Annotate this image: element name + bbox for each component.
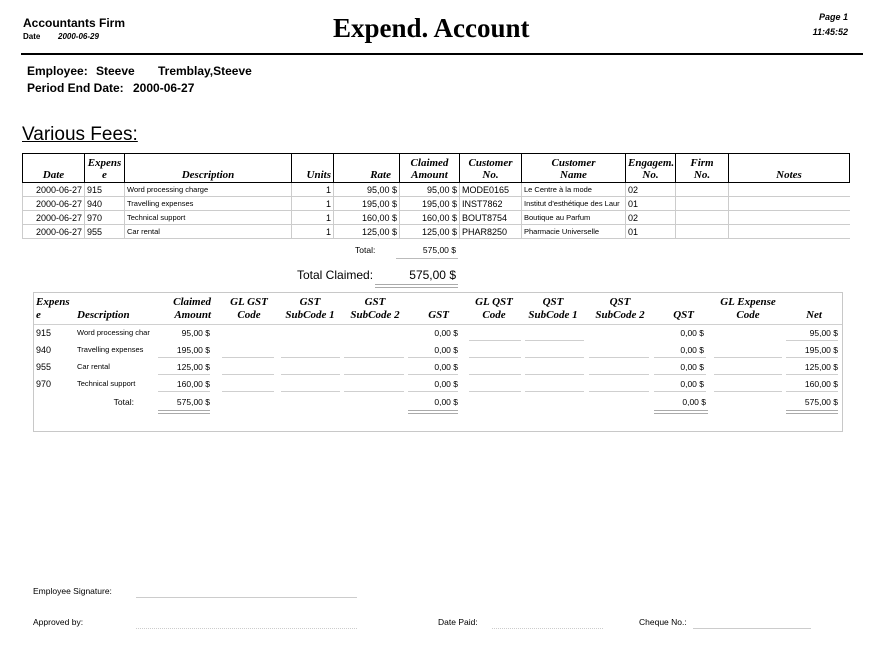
- row-customer-no: MODE0165: [460, 183, 522, 197]
- employee-signature-field[interactable]: [136, 597, 357, 598]
- period-end-value: 2000-06-27: [133, 81, 195, 95]
- gl-col-gst-subcode-2: GST SubCode 2: [350, 296, 400, 321]
- row-claimed: 195,00 $: [400, 197, 460, 211]
- gl-distribution-table: [33, 292, 843, 432]
- page-title: Expend. Account: [333, 13, 530, 43]
- approved-by-label: Approved by:: [33, 617, 84, 627]
- qst-subcode-1-field[interactable]: [525, 391, 584, 392]
- field-underline: [786, 357, 838, 358]
- total-double-underline: [654, 410, 708, 411]
- gl-expense-code-field[interactable]: [714, 391, 782, 392]
- approved-by-field[interactable]: [136, 628, 357, 629]
- period-end-label: Period End Date:: [27, 81, 124, 95]
- total-double-underline: [158, 410, 210, 411]
- qst-subcode-2-field[interactable]: [589, 374, 649, 375]
- col-claimed-amount: Claimed Amount: [400, 154, 460, 183]
- gl-row-qst: 0,00 $: [680, 379, 704, 389]
- field-underline: [786, 391, 838, 392]
- row-date: 2000-06-27: [23, 183, 85, 197]
- gl-header-divider: [34, 324, 842, 325]
- row-rate: 95,00 $: [334, 183, 400, 197]
- total-double-underline: [654, 413, 708, 414]
- fees-total-value: 575,00 $: [422, 245, 456, 255]
- row-expense: 955: [85, 225, 125, 239]
- field-underline: [408, 391, 458, 392]
- gl-qst-code-field[interactable]: [469, 374, 521, 375]
- field-underline: [408, 357, 458, 358]
- col-expense: Expens e: [85, 154, 125, 183]
- row-notes: [729, 211, 850, 225]
- gl-col-description: Description: [77, 309, 130, 321]
- row-firm-no: [676, 211, 729, 225]
- gl-row-expense: 915: [36, 328, 52, 338]
- row-units: 1: [292, 211, 334, 225]
- gl-gst-code-field[interactable]: [222, 374, 274, 375]
- row-notes: [729, 197, 850, 211]
- field-underline: [654, 374, 706, 375]
- row-date: 2000-06-27: [23, 211, 85, 225]
- row-date: 2000-06-27: [23, 197, 85, 211]
- gl-row-net: 125,00 $: [804, 362, 838, 372]
- total-double-underline: [408, 413, 458, 414]
- fees-table: [22, 153, 850, 239]
- field-underline: [786, 340, 838, 341]
- cheque-no-field[interactable]: [693, 628, 811, 629]
- total-double-underline: [786, 413, 838, 414]
- table-row: [23, 211, 850, 225]
- fees-total-label: Total:: [355, 245, 376, 255]
- gl-qst-code-field[interactable]: [469, 391, 521, 392]
- gl-row-description: Travelling expenses: [77, 345, 144, 354]
- date-paid-field[interactable]: [492, 628, 603, 629]
- qst-subcode-2-field[interactable]: [589, 357, 649, 358]
- row-units: 1: [292, 183, 334, 197]
- gl-gst-code-field[interactable]: [222, 357, 274, 358]
- gl-expense-code-field[interactable]: [714, 374, 782, 375]
- row-rate: 125,00 $: [334, 225, 400, 239]
- table-row: [23, 183, 850, 197]
- total-claimed-value: 575,00 $: [409, 268, 456, 282]
- gl-gst-code-field[interactable]: [222, 391, 274, 392]
- gst-subcode-1-field[interactable]: [281, 374, 340, 375]
- row-notes: [729, 225, 850, 239]
- gl-row-gst: 0,00 $: [434, 345, 458, 355]
- gl-expense-code-field[interactable]: [714, 357, 782, 358]
- gl-col-gst-subcode-1: GST SubCode 1: [285, 296, 335, 321]
- field-underline: [786, 374, 838, 375]
- col-units: Units: [292, 154, 334, 183]
- row-rate: 195,00 $: [334, 197, 400, 211]
- row-description: Word processing charge: [125, 183, 292, 197]
- employee-label: Employee:: [27, 64, 88, 78]
- row-expense: 940: [85, 197, 125, 211]
- row-firm-no: [676, 197, 729, 211]
- col-firm-no: Firm No.: [676, 154, 729, 183]
- field-underline: [158, 391, 210, 392]
- gl-row-net: 160,00 $: [804, 379, 838, 389]
- gl-row-gst: 0,00 $: [434, 328, 458, 338]
- row-expense: 915: [85, 183, 125, 197]
- firm-name: Accountants Firm: [23, 16, 126, 30]
- gl-col-qst-subcode-2: QST SubCode 2: [595, 296, 645, 321]
- gl-row-expense: 940: [36, 345, 52, 355]
- col-date: Date: [23, 154, 85, 183]
- cheque-no-label: Cheque No.:: [639, 617, 687, 627]
- gl-row-expense: 970: [36, 379, 52, 389]
- gst-subcode-1-field[interactable]: [281, 357, 340, 358]
- qst-subcode-1-field[interactable]: [525, 357, 584, 358]
- gl-row-claimed: 125,00 $: [176, 362, 210, 372]
- report-date-label: Date: [23, 32, 41, 41]
- gl-col-gl-gst-code: GL GST Code: [230, 296, 268, 321]
- total-claimed-underline: [375, 284, 458, 285]
- row-description: Technical support: [125, 211, 292, 225]
- gl-row-qst: 0,00 $: [680, 345, 704, 355]
- gl-row-qst: 0,00 $: [680, 362, 704, 372]
- qst-subcode-1-field[interactable]: [525, 374, 584, 375]
- gl-row-claimed: 95,00 $: [181, 328, 210, 338]
- page-number: Page 1: [818, 12, 848, 22]
- gst-subcode-2-field[interactable]: [344, 391, 404, 392]
- field-underline: [408, 374, 458, 375]
- total-double-underline: [408, 410, 458, 411]
- row-customer-no: PHAR8250: [460, 225, 522, 239]
- row-claimed: 125,00 $: [400, 225, 460, 239]
- gl-row-claimed: 160,00 $: [176, 379, 210, 389]
- qst-subcode-2-field[interactable]: [589, 391, 649, 392]
- row-customer-name: Boutique au Parfum: [522, 211, 626, 225]
- gl-col-qst-subcode-1: QST SubCode 1: [528, 296, 578, 321]
- col-description: Description: [125, 154, 292, 183]
- field-underline: [654, 391, 706, 392]
- row-units: 1: [292, 197, 334, 211]
- row-description: Travelling expenses: [125, 197, 292, 211]
- row-customer-name: Pharmacie Universelle: [522, 225, 626, 239]
- employee-first-name: Steeve: [96, 64, 135, 78]
- field-underline: [158, 357, 210, 358]
- row-description: Car rental: [125, 225, 292, 239]
- row-rate: 160,00 $: [334, 211, 400, 225]
- row-notes: [729, 183, 850, 197]
- fees-total-underline: [396, 258, 458, 259]
- row-engagement: 02: [626, 211, 676, 225]
- field-underline: [158, 374, 210, 375]
- gl-row-claimed: 195,00 $: [176, 345, 210, 355]
- row-customer-no: INST7862: [460, 197, 522, 211]
- employee-signature-label: Employee Signature:: [33, 586, 112, 596]
- gl-col-claimed-amount: Claimed Amount: [173, 296, 211, 321]
- gl-row-gst: 0,00 $: [434, 379, 458, 389]
- total-double-underline: [786, 410, 838, 411]
- col-customer-no: Customer No.: [460, 154, 522, 183]
- gl-col-gst: GST: [428, 309, 449, 321]
- total-claimed-underline: [375, 287, 458, 288]
- gl-col-gl-qst-code: GL QST Code: [475, 296, 513, 321]
- gl-row-expense: 955: [36, 362, 52, 372]
- gl-qst-code-field[interactable]: [469, 357, 521, 358]
- header-divider: [21, 53, 863, 55]
- row-expense: 970: [85, 211, 125, 225]
- total-double-underline: [158, 413, 210, 414]
- row-claimed: 160,00 $: [400, 211, 460, 225]
- qst-subcode-1-field[interactable]: [525, 340, 584, 341]
- section-title: Various Fees:: [22, 124, 138, 145]
- gl-row-net: 195,00 $: [804, 345, 838, 355]
- table-row: [23, 225, 850, 239]
- gl-col-expense: Expens e: [36, 296, 70, 321]
- row-units: 1: [292, 225, 334, 239]
- gl-row-description: Technical support: [77, 379, 136, 388]
- col-notes: Notes: [729, 154, 850, 183]
- date-paid-label: Date Paid:: [438, 617, 478, 627]
- row-customer-name: Le Centre à la mode: [522, 183, 626, 197]
- col-rate: Rate: [334, 154, 400, 183]
- report-date-value: 2000-06-29: [58, 32, 99, 41]
- gl-row-description: Word processing char: [77, 328, 150, 337]
- row-firm-no: [676, 225, 729, 239]
- gst-subcode-2-field[interactable]: [344, 357, 404, 358]
- gst-subcode-1-field[interactable]: [281, 391, 340, 392]
- employee-full-name: Tremblay,Steeve: [158, 64, 252, 78]
- gl-qst-code-field[interactable]: [469, 340, 521, 341]
- row-engagement: 02: [626, 183, 676, 197]
- row-claimed: 95,00 $: [400, 183, 460, 197]
- gl-row-net: 95,00 $: [809, 328, 838, 338]
- row-firm-no: [676, 183, 729, 197]
- gl-total-net: 575,00 $: [804, 397, 838, 407]
- gl-row-description: Car rental: [77, 362, 110, 371]
- gl-col-gl-expense-code: GL Expense Code: [720, 296, 776, 321]
- row-customer-name: Institut d'esthétique des Laur: [522, 197, 626, 211]
- row-engagement: 01: [626, 225, 676, 239]
- row-date: 2000-06-27: [23, 225, 85, 239]
- table-row: [23, 197, 850, 211]
- col-customer-name: Customer Name: [522, 154, 626, 183]
- col-engagement-no: Engagem. No.: [626, 154, 676, 183]
- gl-total-claimed: 575,00 $: [176, 397, 210, 407]
- total-claimed-label: Total Claimed:: [297, 268, 374, 282]
- gl-col-qst: QST: [673, 309, 694, 321]
- fees-header-row: [23, 154, 850, 183]
- gst-subcode-2-field[interactable]: [344, 374, 404, 375]
- row-customer-no: BOUT8754: [460, 211, 522, 225]
- row-engagement: 01: [626, 197, 676, 211]
- field-underline: [654, 357, 706, 358]
- gl-row-qst: 0,00 $: [680, 328, 704, 338]
- gl-row-gst: 0,00 $: [434, 362, 458, 372]
- gl-total-qst: 0,00 $: [682, 397, 706, 407]
- report-time: 11:45:52: [812, 27, 848, 37]
- gl-col-net: Net: [806, 309, 822, 321]
- gl-total-label: Total:: [113, 397, 134, 407]
- gl-total-gst: 0,00 $: [434, 397, 458, 407]
